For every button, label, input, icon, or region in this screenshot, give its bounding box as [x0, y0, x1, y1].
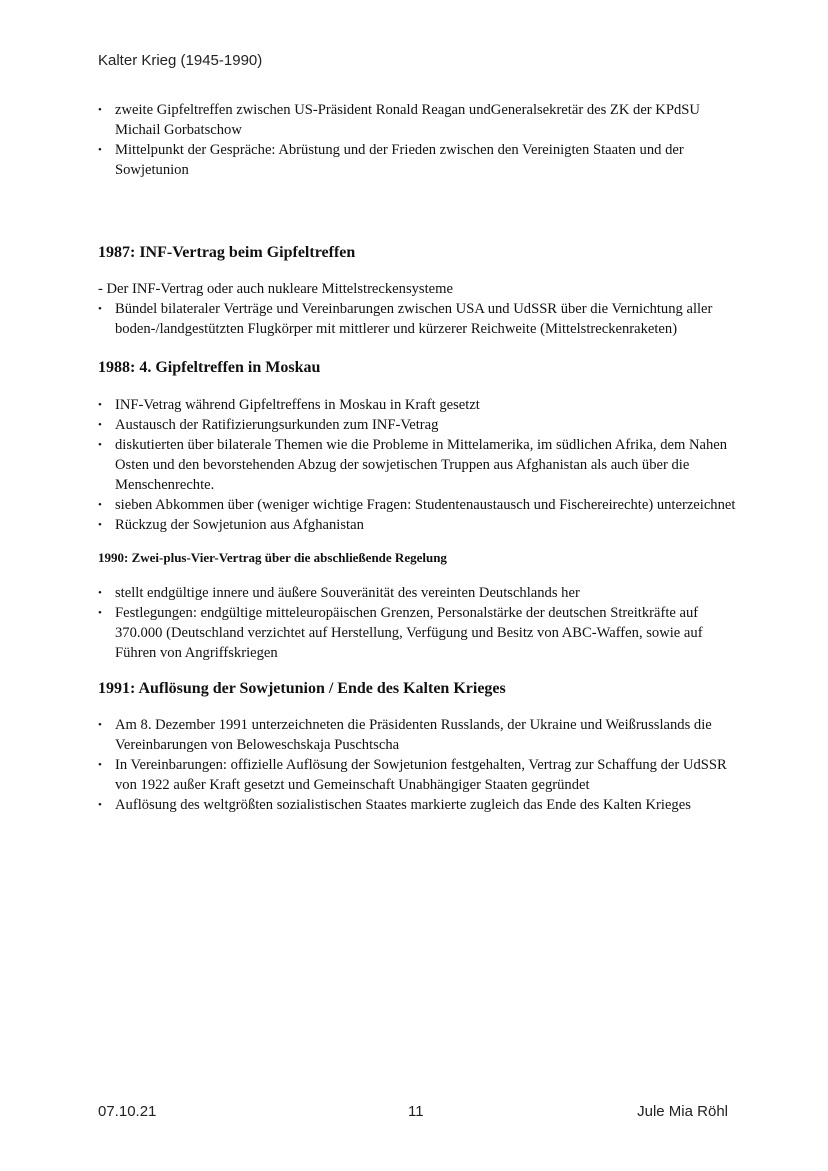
- page-content: [98, 100, 738, 815]
- list-item: • Auflösung des weltgrößten sozialistischen Staates markierte zugleich das Ende des Kalten Krieges: [98, 795, 738, 815]
- list-item: • stellt endgültige innere und äußere Souveränität des vereinten Deutschlands her: [98, 583, 738, 603]
- list-item: • Am 8. Dezember 1991 unterzeichneten die Präsidenten Russlands, der Ukraine und Weißrusslands die Vereinbarungen von Beloweschskaja Puschtscha: [98, 715, 738, 755]
- footer-page-number: 11: [408, 1103, 424, 1120]
- section-1990: [98, 549, 738, 663]
- footer-author: Jule Mia Röhl: [637, 1103, 728, 1120]
- list-item: • Bündel bilateraler Verträge und Vereinbarungen zwischen USA und UdSSR über die Vernichtung aller boden-/landgestützten Flugkörper mit mittlerer und kürzerer Reichweite (Mittelstreckenraketen): [98, 299, 738, 339]
- list-item: • Rückzug der Sowjetunion aus Afghanistan: [98, 515, 738, 535]
- footer-date: 07.10.21: [98, 1103, 157, 1120]
- bullet-list-1987: [98, 299, 738, 339]
- list-item: • diskutierten über bilaterale Themen wie die Probleme in Mittelamerika, im südlichen Afrika, dem Nahen Osten und den bevorstehenden Abzug der sowjetischen Truppen aus Afghanistan als auch über die Menschenrechte.: [98, 435, 738, 495]
- list-item: • Austausch der Ratifizierungsurkunden zum INF-Vetrag: [98, 415, 738, 435]
- running-header: Kalter Krieg (1945-1990): [98, 52, 263, 69]
- bullet-list-1990: [98, 583, 738, 663]
- section-lead-1987: - Der INF-Vertrag oder auch nukleare Mittelstreckensysteme: [98, 281, 453, 297]
- section-1988: [98, 358, 738, 535]
- list-item: • Festlegungen: endgültige mitteleuropäischen Grenzen, Personalstärke der deutschen Streitkräfte auf 370.000 (Deutschland verzichtet auf Herstellung, Verfügung und Besitz von ABC-Waffen, sowie auf Führen von Angriffskriegen: [98, 603, 738, 663]
- section-heading-1990: 1990: Zwei-plus-Vier-Vertrag über die abschließende Regelung: [98, 550, 447, 565]
- list-item: • In Vereinbarungen: offizielle Auflösung der Sowjetunion festgehalten, Vertrag zur Schaffung der UdSSR von 1922 außer Kraft gesetzt und Gemeinschaft Unabhängiger Staaten gegründet: [98, 755, 738, 795]
- section-heading-1987: 1987: INF-Vertrag beim Gipfeltreffen: [98, 244, 356, 261]
- bullet-list-1991: [98, 715, 738, 815]
- section-1987: [98, 243, 738, 339]
- list-item: • zweite Gipfeltreffen zwischen US-Präsident Ronald Reagan undGeneralsekretär des ZK der KPdSU Michail Gorbatschow: [98, 100, 738, 140]
- list-item: • INF-Vetrag während Gipfeltreffens in Moskau in Kraft gesetzt: [98, 395, 738, 415]
- bullet-list-1988: [98, 395, 738, 535]
- section-heading-1991: 1991: Auflösung der Sowjetunion / Ende des Kalten Krieges: [98, 680, 506, 697]
- section-heading-1988: 1988: 4. Gipfeltreffen in Moskau: [98, 359, 321, 376]
- section-1991: [98, 679, 738, 815]
- list-item: • sieben Abkommen über (weniger wichtige Fragen: Studentenaustausch und Fischereirechte) unterzeichnet: [98, 495, 738, 515]
- intro-bullet-list: [98, 100, 738, 180]
- list-item: • Mittelpunkt der Gespräche: Abrüstung und der Frieden zwischen den Vereinigten Staaten und der Sowjetunion: [98, 140, 738, 180]
